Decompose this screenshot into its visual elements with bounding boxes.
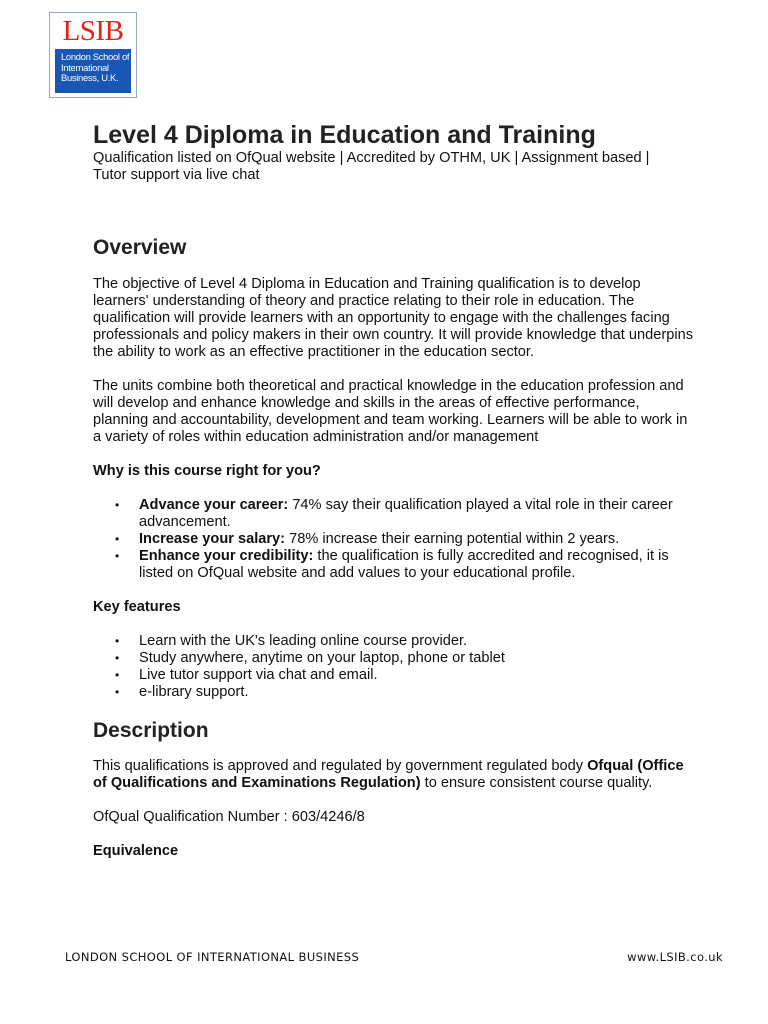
- why-list: [93, 497, 693, 582]
- overview-heading: Overview: [93, 236, 187, 259]
- list-item-text: the qualification is fully accredited and recognised, it is listed on OfQual website and add values to your educational profile.: [139, 548, 669, 581]
- logo-tagline-line3: Business, U.K.: [61, 72, 119, 83]
- lsib-logo: [49, 12, 137, 98]
- footer-website: www.LSIB.co.uk: [627, 950, 723, 964]
- list-item: • Learn with the UK's leading online course provider.: [93, 633, 699, 650]
- list-item-bold: Increase your salary:: [139, 531, 286, 547]
- footer-school-name: LONDON SCHOOL OF INTERNATIONAL BUSINESS: [65, 950, 360, 964]
- page-subtitle: Qualification listed on OfQual website | Accredited by OTHM, UK | Assignment based | Tutor support via live chat: [93, 150, 650, 183]
- description-text-end: to ensure consistent course quality.: [420, 775, 653, 791]
- logo-wordmark: LSIB: [62, 15, 124, 47]
- list-item: [93, 531, 699, 548]
- description-heading: Description: [93, 719, 209, 742]
- description-paragraph: [93, 758, 693, 792]
- list-item-text: 78% increase their earning potential within 2 years.: [285, 531, 620, 547]
- logo-tagline-line2: International: [61, 61, 109, 73]
- page-title: Level 4 Diploma in Education and Training: [93, 121, 596, 149]
- description-bold: Ofqual (Office of Qualifications and Examinations Regulation): [93, 758, 684, 791]
- list-item: [93, 548, 699, 582]
- list-item: • Live tutor support via chat and email.: [93, 667, 699, 684]
- overview-paragraph-1: The objective of Level 4 Diploma in Education and Training qualification is to develop learners' understanding of theory and practice relating to their role in education. The qualification will provide learners with an opportunity to engage with the challenges facing professionals and policy makers in their own country. It will provide knowledge that underpins the ability to work as an effective practitioner in the education sector.: [93, 276, 694, 360]
- equivalence-heading: Equivalence: [93, 843, 179, 859]
- why-heading: Why is this course right for you?: [93, 463, 321, 479]
- list-item: • e-library support.: [93, 684, 699, 701]
- list-item-bold: Advance your career:: [139, 497, 289, 513]
- list-item-bold: Enhance your credibility:: [139, 548, 314, 564]
- list-item: [93, 497, 699, 531]
- list-item: • Study anywhere, anytime on your laptop, phone or tablet: [93, 650, 699, 667]
- description-text: This qualifications is approved and regulated by government regulated body: [93, 758, 588, 774]
- logo-tagline-box: [55, 49, 131, 93]
- document-body: [93, 120, 693, 860]
- qualification-number: OfQual Qualification Number : 603/4246/8: [93, 809, 365, 825]
- features-list: [93, 633, 693, 701]
- overview-paragraph-2: The units combine both theoretical and practical knowledge in the education profession and will develop and enhance knowledge and skills in the areas of effective performance, planning and accountability, development and team working. Learners will be able to work in a variety of roles within education administration and/or management: [93, 378, 688, 445]
- features-heading: Key features: [93, 599, 181, 615]
- logo-tagline-line1: London School of: [61, 51, 130, 62]
- list-item-text: 74% say their qualification played a vital role in their career advancement.: [139, 497, 673, 530]
